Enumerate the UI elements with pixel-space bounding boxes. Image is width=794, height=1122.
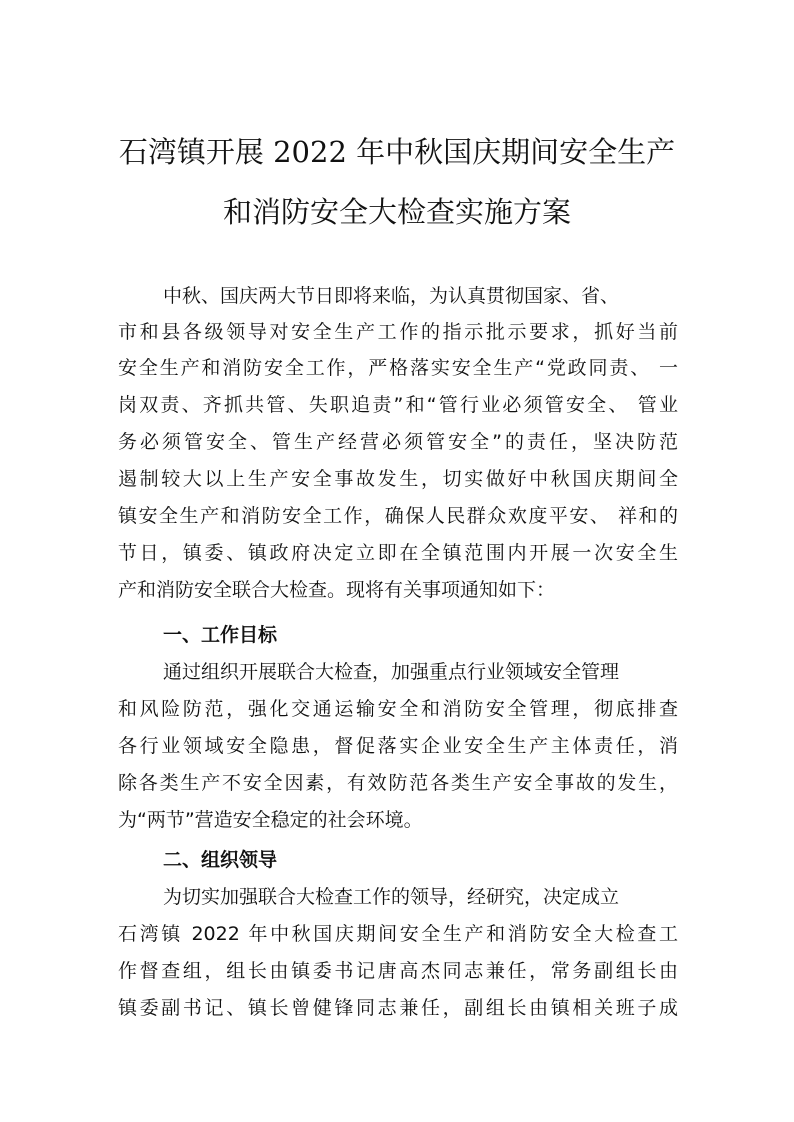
intro-line: 务必须管安全、管生产经营必须管安全”的责任，坚决防范 — [118, 431, 678, 453]
intro-line: 产和消防安全联合大检查。现将有关事项通知如下： — [118, 579, 556, 601]
intro-line: 节日，镇委、镇政府决定立即在全镇范围内开展一次安全生 — [118, 542, 678, 564]
document-title-line-2: 和消防安全大检查实施方案 — [222, 195, 571, 229]
intro-line: 遏制较大以上生产安全事故发生，切实做好中秋国庆期间全 — [118, 468, 678, 490]
section-line: 和风险防范，强化交通运输安全和消防安全管理，彻底排查 — [118, 698, 678, 720]
intro-line: 市和县各级领导对安全生产工作的指示批示要求，抓好当前 — [118, 321, 678, 343]
document-title-line-1: 石湾镇开展 2022 年中秋国庆期间安全生产 — [118, 135, 676, 169]
section-line: 作督查组，组长由镇委书记唐高杰同志兼任，常务副组长由 — [118, 960, 678, 982]
section-heading-goals: 一、工作目标 — [163, 624, 278, 646]
section-line: 为“两节”营造安全稳定的社会环境。 — [118, 809, 423, 831]
section-line: 石湾镇 2022 年中秋国庆期间安全生产和消防安全大检查工 — [118, 923, 678, 945]
section-line: 除各类生产不安全因素，有效防范各类生产安全事故的发生， — [118, 772, 678, 794]
intro-line: 安全生产和消防安全工作，严格落实安全生产“党政同责、 一 — [118, 357, 678, 379]
section-line: 为切实加强联合大检查工作的领导，经研究，决定成立 — [163, 886, 620, 908]
section-line: 镇委副书记、镇长曾健锋同志兼任，副组长由镇相关班子成 — [118, 997, 678, 1019]
intro-line: 岗双责、齐抓共管、失职追责”和“管行业必须管安全、 管业 — [118, 394, 678, 416]
section-line: 各行业领域安全隐患，督促落实企业安全生产主体责任，消 — [118, 735, 678, 757]
section-line: 通过组织开展联合大检查，加强重点行业领域安全管理 — [163, 661, 620, 683]
intro-line: 镇安全生产和消防安全工作，确保人民群众欢度平安、 祥和的 — [118, 505, 678, 527]
section-heading-leadership: 二、组织领导 — [163, 849, 278, 871]
intro-line: 中秋、国庆两大节日即将来临，为认真贯彻国家、省、 — [163, 285, 620, 307]
